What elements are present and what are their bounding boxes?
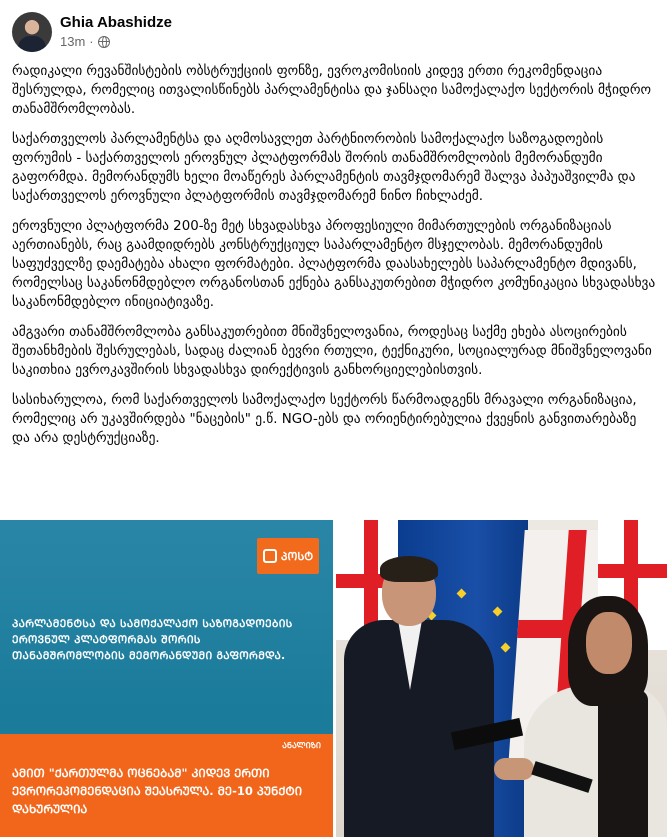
post-meta [60,34,110,49]
card-headline: ᲞᲐᲠᲚᲐᲛᲔᲜᲢᲡᲐ ᲓᲐ ᲡᲐᲛᲝᲥᲐᲚᲐᲥᲝ ᲡᲐᲖᲝᲒᲐᲓᲝᲔᲑᲘᲡ ᲔᲠᲝᲕᲜᲣᲚ ᲞᲚᲐᲢᲤᲝᲠᲛᲐᲡ ᲨᲝᲠᲘᲡ ᲗᲐᲜᲐᲛᲨᲠᲝᲛᲚᲝᲑᲘᲡ ᲛᲔᲛᲝᲠᲐᲜᲓᲣᲛᲘ ᲒᲐᲤᲝᲠᲛᲓᲐ. [12,618,293,662]
avatar[interactable] [12,12,52,52]
post-time[interactable]: 13m [60,34,86,49]
author-name[interactable]: Ghia Abashidze [60,14,172,31]
card-subheadline: ᲐᲛᲘᲗ "ᲥᲐᲠᲗᲣᲚᲛᲐ ᲝᲪᲜᲔᲑᲐᲛ" ᲙᲘᲓᲔᲕ ᲔᲠᲗᲘ ᲔᲕᲠᲝᲠᲔᲙᲝᲛᲔᲜᲓᲐᲪᲘᲐ ᲨᲔᲐᲡᲠᲣᲚᲐ. ᲛᲔ-10 ᲞᲣᲜᲥᲢᲘ ᲓᲐᲮᲣᲠᲣᲚᲘᲐ [12,766,303,816]
post-tv-logo [257,538,319,574]
news-card-image[interactable] [0,520,333,837]
woman-face [586,612,632,674]
handshake [494,758,534,780]
post-paragraph-2: საქართველოს პარლამენტსა და აღმოსავლეთ პარტნიორობის სამოქალაქო საზოგადოების ფორუმის - საქართველოს ეროვნულ პლატფორმას შორის თანამშრომლობის მემორანდუმი გაფორმდა. მემორანდუმს ხელი მოაწერეს პარლამენტის თავმჯდომარემ შალვა პაპუაშვილმა და საქართველოს ეროვნული პლატფორმის თავმჯდომარემ ნინო ჩიხლაძემ. [12,132,636,204]
card-divider [0,710,333,734]
woman-dress [598,690,648,837]
post-paragraph-5: სასიხარულოა, რომ საქართველოს სამოქალაქო სექტორს წარმოადგენს მრავალი ორგანიზაცია, რომელიც არ უკავშირდება "ნაცების" ე.წ. NGO-ებს და ორიენტირებულია ქვეყნის განვითარებაზე და არა დესტრუქციაზე. [12,393,637,446]
post-paragraph-4: ამგვარი თანამშრომლობა განსაკუთრებით მნიშვნელოვანია, როდესაც საქმე ეხება ასოცირების შეთანხმების შესრულებას, სადაც ძალიან ბევრი რთული, ტექნიკური, სოციალურად მნიშვნელოვანი საკითხია ევროკავშირის სხვადასხვა დირექტივის განხორციელებისთვის. [12,325,652,378]
post-paragraph-1: რადიკალი რევანშისტების ობსტრუქციის ფონზე, ევროკომისიის კიდევ ერთი რეკომენდაცია შესრულდა, რომელიც ითვალისწინებს პარლამენტისა და ჯანსაღი სამოქალაქო სექტორის მჭიდრო თანამშრომლობას. [12,64,652,117]
logo-text: ᲞᲝᲡᲢ [280,550,314,563]
post-header [12,12,652,52]
signing-photo[interactable] [336,520,667,837]
globe-icon[interactable] [98,36,110,48]
post-media[interactable] [0,520,667,837]
post-paragraph-3: ეროვნული პლატფორმა 200-ზე მეტ სხვადასხვა პროფესიული მიმართულების ორგანიზაციას აერთიანებს, რაც გაამდიდრებს კონსტრუქციულ საპარლამენტო მსჯელობას. მემორანდუმის საფუძველზე დაემატება ახალი ფორმატები. პლატფორმა დაასახელებს საპარლამენტო მდივანს, რომელსაც საკანონმდებლო ორგანოსთან ექნება განსაკუთრებით მჭიდრო კომუნიკაცია სხვადასხვა საკანონმდებლო ინიციატივაზე. [12,219,656,310]
meta-separator: · [89,34,94,49]
man-hair [380,556,438,582]
logo-mark-icon [263,549,277,563]
card-tag: ᲐᲜᲐᲚᲘᲖᲘ [282,741,321,750]
post-text [12,62,657,459]
